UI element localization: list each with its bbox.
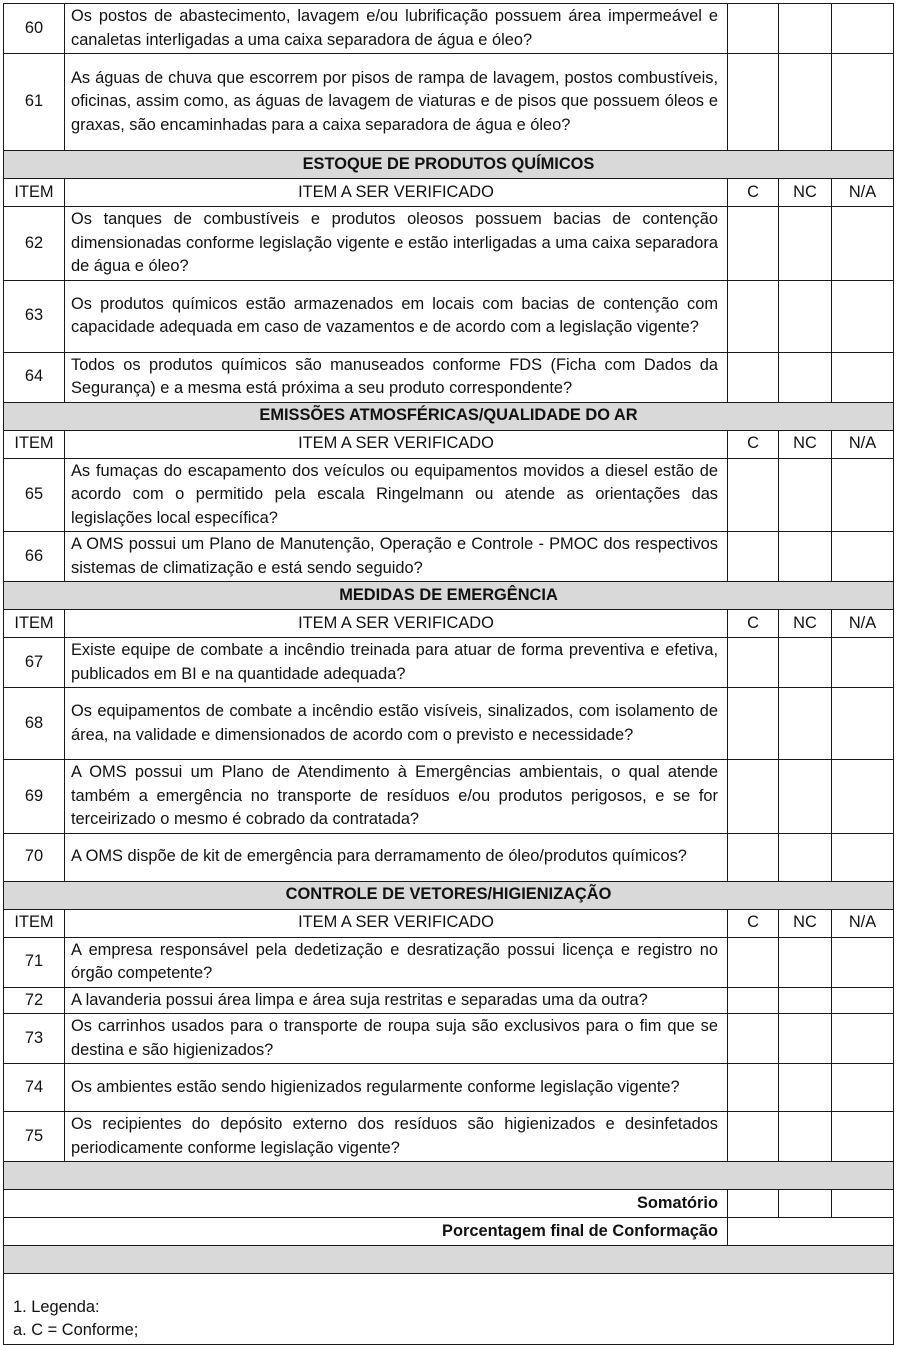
check-nc-cell[interactable]: [779, 688, 832, 760]
check-nc-cell[interactable]: [779, 638, 832, 688]
check-c-cell[interactable]: [728, 987, 779, 1014]
col-item-header: ITEM: [4, 179, 65, 207]
column-header-row: [4, 430, 894, 458]
item-number: 68: [4, 688, 65, 760]
item-question: Os postos de abastecimento, lavagem e/ou lubrificação possuem área impermeável e canaletas interligadas a uma caixa separadora de água e óleo?: [65, 4, 728, 54]
check-nc-cell[interactable]: [779, 1064, 832, 1112]
table-row: [4, 280, 894, 352]
checklist-table: [3, 3, 894, 1345]
item-number: 63: [4, 280, 65, 352]
check-c-cell[interactable]: [728, 1064, 779, 1112]
table-row: [4, 4, 894, 54]
item-number: 73: [4, 1014, 65, 1064]
check-nc-cell[interactable]: [779, 4, 832, 54]
check-c-cell[interactable]: [728, 54, 779, 151]
item-number: 67: [4, 638, 65, 688]
table-row: [4, 352, 894, 402]
check-na-cell[interactable]: [832, 760, 894, 834]
col-nc-header: NC: [779, 610, 832, 638]
item-number: 75: [4, 1112, 65, 1162]
item-number: 62: [4, 207, 65, 281]
item-number: 71: [4, 937, 65, 987]
check-na-cell[interactable]: [832, 987, 894, 1014]
spacer-cell: [4, 1246, 894, 1274]
table-row: [4, 760, 894, 834]
check-nc-cell[interactable]: [779, 352, 832, 402]
check-na-cell[interactable]: [832, 1014, 894, 1064]
check-c-cell[interactable]: [728, 1014, 779, 1064]
item-question: As águas de chuva que escorrem por pisos de rampa de lavagem, postos combustíveis, oficinas, assim como, as águas de lavagem de viaturas e de pisos que possuem óleos e graxas, são encaminhadas para a caixa separadora de água e óleo?: [65, 54, 728, 151]
col-na-header: N/A: [832, 610, 894, 638]
check-c-cell[interactable]: [728, 937, 779, 987]
check-na-cell[interactable]: [832, 4, 894, 54]
check-c-cell[interactable]: [728, 532, 779, 582]
col-nc-header: NC: [779, 179, 832, 207]
item-question: Os ambientes estão sendo higienizados regularmente conforme legislação vigente?: [65, 1064, 728, 1112]
item-number: 61: [4, 54, 65, 151]
check-nc-cell[interactable]: [779, 458, 832, 532]
check-c-cell[interactable]: [728, 207, 779, 281]
check-c-cell[interactable]: [728, 760, 779, 834]
table-row: [4, 458, 894, 532]
item-question: Os equipamentos de combate a incêndio estão visíveis, sinalizados, com isolamento de área, na validade e dimensionados de acordo com o previsto e necessidade?: [65, 688, 728, 760]
col-c-header: C: [728, 430, 779, 458]
legend-item-conforme: a. C = Conforme;: [13, 1321, 139, 1339]
check-nc-cell[interactable]: [779, 207, 832, 281]
item-question: Os carrinhos usados para o transporte de roupa suja são exclusivos para o fim que se destina e são higienizados?: [65, 1014, 728, 1064]
item-question: Os tanques de combustíveis e produtos oleosos possuem bacias de contenção dimensionadas conforme legislação vigente e estão interligadas a uma caixa separadora de água e óleo?: [65, 207, 728, 281]
table-row: [4, 1112, 894, 1162]
sum-label: Somatório: [4, 1190, 728, 1218]
check-c-cell[interactable]: [728, 4, 779, 54]
check-c-cell[interactable]: [728, 638, 779, 688]
col-nc-header: NC: [779, 430, 832, 458]
col-question-header: ITEM A SER VERIFICADO: [65, 909, 728, 937]
item-number: 69: [4, 760, 65, 834]
item-question: A lavanderia possui área limpa e área suja restritas e separadas uma da outra?: [65, 987, 728, 1014]
item-question: A OMS dispõe de kit de emergência para derramamento de óleo/produtos químicos?: [65, 833, 728, 881]
item-number: 60: [4, 4, 65, 54]
table-row: [4, 207, 894, 281]
check-c-cell[interactable]: [728, 1112, 779, 1162]
section-title-row: [4, 582, 894, 610]
item-number: 72: [4, 987, 65, 1014]
column-header-row: [4, 179, 894, 207]
table-row: [4, 54, 894, 151]
spacer-row: [4, 1162, 894, 1190]
col-c-header: C: [728, 610, 779, 638]
check-c-cell[interactable]: [728, 833, 779, 881]
item-question: Os recipientes do depósito externo dos resíduos são higienizados e desinfetados periodicamente conforme legislação vigente?: [65, 1112, 728, 1162]
item-question: As fumaças do escapamento dos veículos ou equipamentos movidos a diesel estão de acordo com o permitido pela escala Ringelmann ou atende as orientações das legislações local específica?: [65, 458, 728, 532]
col-na-header: N/A: [832, 430, 894, 458]
section-title-row: [4, 151, 894, 179]
legend-title: 1. Legenda:: [13, 1298, 100, 1316]
item-number: 64: [4, 352, 65, 402]
spacer-cell: [4, 1162, 894, 1190]
section-title-row: [4, 402, 894, 430]
check-na-cell[interactable]: [832, 532, 894, 582]
sum-row: [4, 1190, 894, 1218]
percent-row: [4, 1218, 894, 1246]
check-na-cell[interactable]: [832, 54, 894, 151]
column-header-row: [4, 610, 894, 638]
section-title: ESTOQUE DE PRODUTOS QUÍMICOS: [4, 151, 894, 179]
col-question-header: ITEM A SER VERIFICADO: [65, 179, 728, 207]
legend: [4, 1274, 894, 1345]
table-row: [4, 937, 894, 987]
check-na-cell[interactable]: [832, 458, 894, 532]
check-c-cell[interactable]: [728, 688, 779, 760]
check-na-cell[interactable]: [832, 937, 894, 987]
section-title: CONTROLE DE VETORES/HIGIENIZAÇÃO: [4, 881, 894, 909]
sum-na-cell[interactable]: [832, 1190, 894, 1218]
table-row: [4, 1064, 894, 1112]
check-na-cell[interactable]: [832, 1064, 894, 1112]
check-nc-cell[interactable]: [779, 280, 832, 352]
legend-row: [4, 1274, 894, 1345]
col-question-header: ITEM A SER VERIFICADO: [65, 430, 728, 458]
item-question: A OMS possui um Plano de Atendimento à Emergências ambientais, o qual atende também a emergência no transporte de resíduos e/ou produtos perigosos, e se for terceirizado o mesmo é cobrado da contratada?: [65, 760, 728, 834]
spacer-row: [4, 1246, 894, 1274]
check-na-cell[interactable]: [832, 1112, 894, 1162]
item-question: Todos os produtos químicos são manuseados conforme FDS (Ficha com Dados da Segurança) e a mesma está próxima a seu produto correspondente?: [65, 352, 728, 402]
check-c-cell[interactable]: [728, 458, 779, 532]
check-nc-cell[interactable]: [779, 987, 832, 1014]
check-nc-cell[interactable]: [779, 1112, 832, 1162]
item-number: 70: [4, 833, 65, 881]
table-row: [4, 987, 894, 1014]
check-c-cell[interactable]: [728, 280, 779, 352]
item-question: A OMS possui um Plano de Manutenção, Operação e Controle - PMOC dos respectivos sistemas de climatização e está sendo seguido?: [65, 532, 728, 582]
table-row: [4, 1014, 894, 1064]
item-number: 74: [4, 1064, 65, 1112]
check-na-cell[interactable]: [832, 207, 894, 281]
item-number: 65: [4, 458, 65, 532]
item-question: A empresa responsável pela dedetização e desratização possui licença e registro no órgão competente?: [65, 937, 728, 987]
col-question-header: ITEM A SER VERIFICADO: [65, 610, 728, 638]
col-c-header: C: [728, 179, 779, 207]
check-nc-cell[interactable]: [779, 833, 832, 881]
check-c-cell[interactable]: [728, 352, 779, 402]
check-na-cell[interactable]: [832, 280, 894, 352]
check-na-cell[interactable]: [832, 638, 894, 688]
check-nc-cell[interactable]: [779, 937, 832, 987]
sum-c-cell[interactable]: [728, 1190, 779, 1218]
table-row: [4, 688, 894, 760]
column-header-row: [4, 909, 894, 937]
check-na-cell[interactable]: [832, 833, 894, 881]
check-nc-cell[interactable]: [779, 760, 832, 834]
item-question: Existe equipe de combate a incêndio treinada para atuar de forma preventiva e efetiva, publicados em BI e na quantidade adequada?: [65, 638, 728, 688]
percent-value-cell[interactable]: [728, 1218, 894, 1246]
sum-nc-cell[interactable]: [779, 1190, 832, 1218]
item-number: 66: [4, 532, 65, 582]
table-row: [4, 638, 894, 688]
percent-label: Porcentagem final de Conformação: [4, 1218, 728, 1246]
item-question: Os produtos químicos estão armazenados em locais com bacias de contenção com capacidade adequada em caso de vazamentos e de acordo com a legislação vigente?: [65, 280, 728, 352]
col-item-header: ITEM: [4, 430, 65, 458]
col-nc-header: NC: [779, 909, 832, 937]
col-na-header: N/A: [832, 179, 894, 207]
check-nc-cell[interactable]: [779, 54, 832, 151]
table-row: [4, 833, 894, 881]
section-title-row: [4, 881, 894, 909]
check-nc-cell[interactable]: [779, 532, 832, 582]
col-c-header: C: [728, 909, 779, 937]
col-item-header: ITEM: [4, 610, 65, 638]
section-title: MEDIDAS DE EMERGÊNCIA: [4, 582, 894, 610]
check-nc-cell[interactable]: [779, 1014, 832, 1064]
table-row: [4, 532, 894, 582]
col-na-header: N/A: [832, 909, 894, 937]
check-na-cell[interactable]: [832, 688, 894, 760]
check-na-cell[interactable]: [832, 352, 894, 402]
col-item-header: ITEM: [4, 909, 65, 937]
section-title: EMISSÕES ATMOSFÉRICAS/QUALIDADE DO AR: [4, 402, 894, 430]
